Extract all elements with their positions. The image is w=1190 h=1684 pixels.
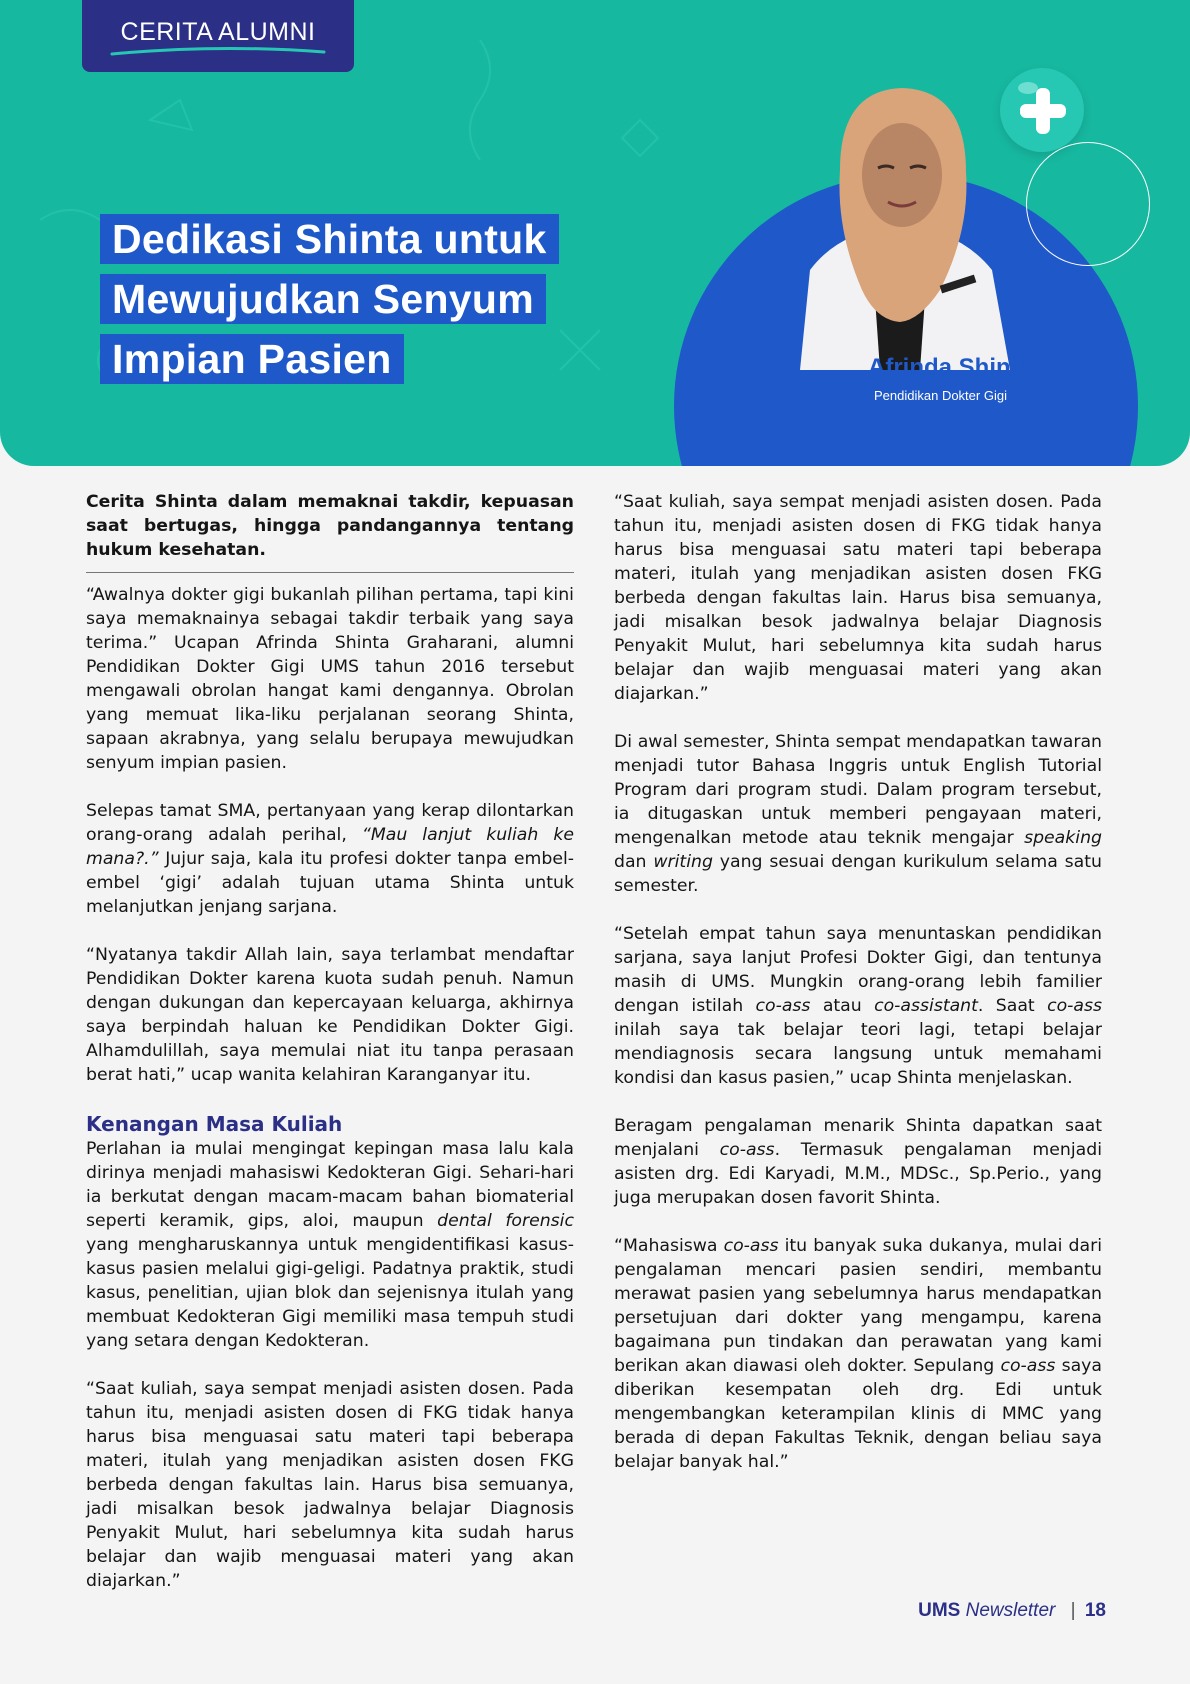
title-line: Mewujudkan Senyum: [100, 274, 559, 324]
alumni-portrait: [780, 80, 1020, 370]
article-lead: Cerita Shinta dalam memaknai takdir, kepuasan saat bertugas, hingga pandangannya tentang hukum kesehatan.: [86, 492, 574, 560]
category-label: CERITA ALUMNI: [120, 18, 316, 46]
title-line: Impian Pasien: [100, 334, 559, 384]
alumni-name: Afrinda Shinta: [868, 354, 1033, 381]
footer-brand: UMS: [918, 1600, 961, 1621]
profile-caption: [868, 354, 1032, 405]
page-footer: [918, 1600, 1106, 1622]
paragraph: Selepas tamat SMA, pertanyaan yang kerap dilontarkan orang-orang adalah perihal, “Mau lanjut kuliah ke mana?.” Jujur saja, kala itu profesi dokter tanpa embel-embel ‘gigi’ adalah tujuan utama Shinta untuk melanjutkan jenjang sarjana.: [86, 801, 574, 917]
title-line: Dedikasi Shinta untuk: [100, 214, 559, 264]
paragraph: “Saat kuliah, saya sempat menjadi asisten dosen. Pada tahun itu, menjadi asisten dosen di FKG tidak hanya harus bisa menguasai satu materi tapi beberapa materi, itulah yang menjadikan asisten dosen FKG berbeda dengan fakultas lain. Harus bisa semuanya, jadi misalkan besok jadwalnya belajar Diagnosis Penyakit Mulut, hari sebelumnya kita sudah harus belajar dan wajib menguasai materi yang akan diajarkan.”: [614, 492, 1102, 704]
paragraph: Di awal semester, Shinta sempat mendapatkan tawaran menjadi tutor Bahasa Inggris untuk English Tutorial Program dari program studi. Dalam program tersebut, ia ditugaskan untuk memberi pengayaan materi, mengenalkan metode atau teknik mengajar speaking dan writing yang sesuai dengan kurikulum selama satu semester.: [614, 732, 1102, 896]
paragraph: “Awalnya dokter gigi bukanlah pilihan pertama, tapi kini saya memaknainya sebagai takdir terbaik yang saya terima.” Ucapan Afrinda Shinta Graharani, alumni Pendidikan Dokter Gigi UMS tahun 2016 tersebut mengawali obrolan hangat kami dengannya. Obrolan yang memuat lika-liku perjalanan seorang Shinta, sapaan akrabnya, yang selalu berupaya mewujudkan senyum impian pasien.: [86, 585, 574, 773]
page-number: 18: [1084, 1600, 1106, 1621]
article-column-left: [86, 490, 574, 1617]
hero-banner: [0, 0, 1190, 466]
paragraph: “Saat kuliah, saya sempat menjadi asisten dosen. Pada tahun itu, menjadi asisten dosen di FKG tidak hanya harus bisa menguasai satu materi tapi beberapa materi, itulah yang menjadikan asisten dosen FKG berbeda dengan fakultas lain. Harus bisa semuanya, jadi misalkan besok jadwalnya belajar Diagnosis Penyakit Mulut, hari sebelumnya kita sudah harus belajar dan wajib menguasai materi yang akan diajarkan.”: [86, 1379, 574, 1591]
paragraph: “Mahasiswa co-ass itu banyak suka dukanya, mulai dari pengalaman mencari pasien sendiri, membantu merawat pasien yang sebelumnya harus mendapatkan persetujuan dari dokter yang mengampu, karena bagaimana pun tindakan dan perawatan yang kami berikan akan diawasi oleh dokter. Sepulang co-ass saya diberikan kesempatan oleh drg. Edi untuk mengembangkan keterampilan klinis di MMC yang berada di depan Fakultas Teknik, dengan beliau saya belajar banyak hal.”: [614, 1236, 1103, 1472]
category-tab: [82, 0, 354, 72]
paragraph: “Setelah empat tahun saya menuntaskan pendidikan sarjana, saya lanjut Profesi Dokter Gigi, dan tentunya masih di UMS. Mungkin orang-orang lebih familier dengan istilah co-ass atau co-assistant. Saat co-ass inilah saya tak belajar teori lagi, tetapi belajar mendiagnosis secara langsung untuk memahami kondisi dan kasus pasien,” ucap Shinta menjelaskan.: [614, 924, 1102, 1088]
footer-publication: Newsletter: [965, 1600, 1056, 1621]
article-column-right: [614, 490, 1102, 1498]
section-heading: Kenangan Masa Kuliah: [86, 1112, 343, 1136]
footer-separator: |: [1070, 1600, 1076, 1621]
paragraph: Perlahan ia mulai mengingat kepingan masa lalu kala dirinya menjadi mahasiswi Kedokteran Gigi. Sehari-hari ia berkutat dengan macam-macam bahan biomaterial seperti keramik, gips, aloi, maupun dental forensic yang mengharuskannya untuk mengidentifikasi kasus-kasus pasien melalui gigi-geligi. Padatnya praktik, studi kasus, penelitian, ujian blok dan sejenisnya itulah yang membuat Kedokteran Gigi memiliki masa tempuh studi yang setara dengan Kedokteran.: [86, 1139, 574, 1351]
decorative-ring: [1026, 142, 1150, 266]
paragraph: “Nyatanya takdir Allah lain, saya terlambat mendaftar Pendidikan Dokter karena kuota sudah penuh. Namun dengan dukungan dan kepercayaan keluarga, akhirnya saya berpindah haluan ke Pendidikan Dokter Gigi. Alhamdulillah, saya memulai niat itu tanpa perasaan berat hati,” ucap wanita kelahiran Karanganyar itu.: [86, 945, 574, 1085]
category-underline: [110, 44, 326, 58]
paragraph: Beragam pengalaman menarik Shinta dapatkan saat menjalani co-ass. Termasuk pengalaman menjadi asisten drg. Edi Karyadi, M.M., MDSc., Sp.Perio., yang juga merupakan dosen favorit Shinta.: [614, 1116, 1102, 1208]
alumni-department: Pendidikan Dokter Gigi: [868, 386, 1013, 405]
lead-divider: [86, 572, 574, 573]
plus-icon: [1000, 68, 1084, 152]
article-title: [100, 214, 559, 394]
